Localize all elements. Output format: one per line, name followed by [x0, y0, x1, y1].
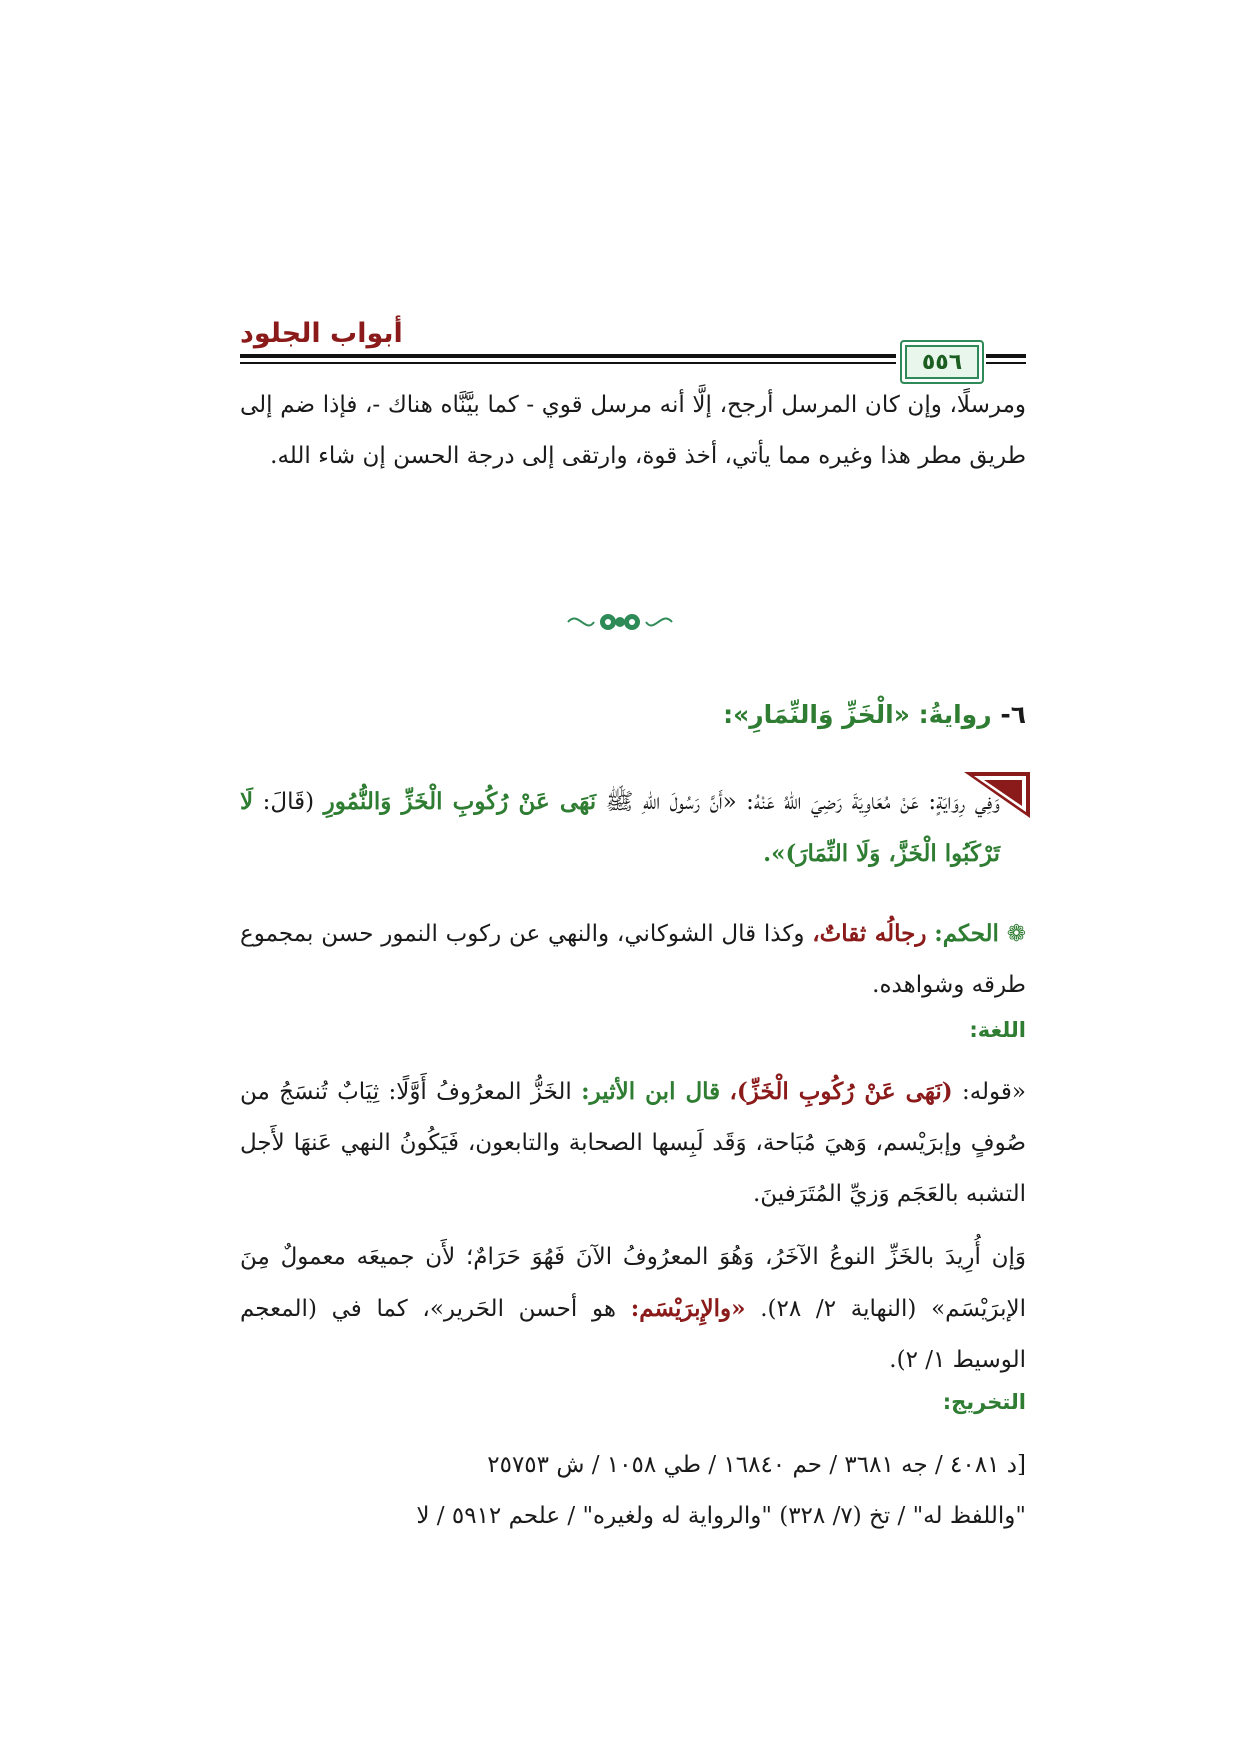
section-heading: [240, 700, 1026, 729]
hadith-part-3: (قَالَ:: [262, 789, 315, 815]
hadith-text: [240, 776, 1000, 880]
language-p1-d: الخَزُّ المعرُوفُ أَوَّلًا: ثِيَابٌ تُنسَجُ من صُوفٍ وإبرَيْسم، وَهيَ مُبَاحة، وَقَد لَبِسها الصحابة والتابعون، فَيَكُونُ النهي عَنهَا لأَجل التشبه بالعَجَم وَزيِّ المُتَرَفينَ.: [240, 1079, 1026, 1207]
takhrij-line-2: "واللفظ له" / تخ (٧/ ٣٢٨) "والرواية له ولغيره" / علحم ٥٩١٢ / لا: [416, 1503, 1026, 1529]
chapter-title: أبواب الجلود: [240, 318, 403, 349]
hadith-part-2: نَهَى عَنْ رُكُوبِ الْخَزِّ وَالنُّمُورِ: [323, 788, 597, 815]
header-rule-right-top: [986, 354, 1026, 358]
language-p1-a: «قوله:: [961, 1079, 1026, 1105]
ruling-flower-icon: ❁: [1006, 921, 1026, 947]
header-rule-right-bottom: [986, 362, 1026, 364]
language-p2-c: هو أحسن الحَرير»، كما في (المعجم الوسيط ١/ ٢).: [240, 1296, 1026, 1373]
ruling-text: وكذا قال الشوكاني، والنهي عن ركوب النمور حسن بمجموع طرقه وشواهده.: [240, 921, 1026, 998]
ruling-verdict: رجالُه ثقاتٌ،: [812, 920, 927, 947]
intro-paragraph: ومرسلًا، وإن كان المرسل أرجح، إلَّا أنه مرسل قوي - كما بيَّنَّاه هناك -، فإذا ضم إلى طريق مطر هذا وغيره مما يأتي، أخذ قوة، وارتقى إلى درجة الحسن إن شاء الله.: [240, 392, 1026, 469]
section-number: ٦-: [1000, 700, 1026, 729]
language-paragraph-2: [240, 1232, 1026, 1386]
hadith-part-1: وَفِي رِوَايَةٍ: عَنْ مُعَاوِيَةَ رَضِيَ اللهُ عَنْهُ: «أَنَّ رَسُولَ اللهِ ﷺ: [605, 789, 1000, 815]
language-p2-a: وَإن أُرِيدَ بالخَزِّ النوعُ الآخَرُ، وَهُوَ المعرُوفُ الآنَ فَهُوَ حَرَامٌ؛ لأَن جميعَه معمولٌ مِنَ الإبرَيْسَم» (النهاية ٢/ ٢٨).: [240, 1244, 1026, 1322]
ruling-paragraph: [240, 908, 1026, 1011]
section-title: روايةُ: «الْخَزِّ وَالنِّمَارِ»:: [723, 700, 992, 729]
hadith-part-4: لَا تَرْكَبُوا الْخَزَّ، وَلَا النِّمَارَ)».: [240, 788, 1000, 867]
language-p2-b: «والإِبرَيْسَم:: [630, 1295, 746, 1322]
header-rule-top: [240, 354, 896, 358]
header-rule-bottom: [240, 362, 896, 364]
language-heading: اللغة:: [969, 1018, 1026, 1042]
language-p1-c: قال ابن الأثير:: [581, 1078, 721, 1105]
language-p1-b: (نَهَى عَنْ رُكُوبِ الْخَزِّ)،: [729, 1078, 953, 1105]
section-divider-ornament-icon: [560, 604, 680, 640]
language-paragraph-1: [240, 1066, 1026, 1220]
takhrij-line-1: [د ٤٠٨١ / جه ٣٦٨١ / حم ١٦٨٤٠ / طي ١٠٥٨ / ش ٢٥٧٥٣: [487, 1452, 1026, 1478]
page-number-badge: ٥٥٦: [900, 340, 984, 384]
ruling-label: الحكم:: [934, 920, 999, 947]
takhrij-heading: التخريج:: [942, 1390, 1026, 1414]
